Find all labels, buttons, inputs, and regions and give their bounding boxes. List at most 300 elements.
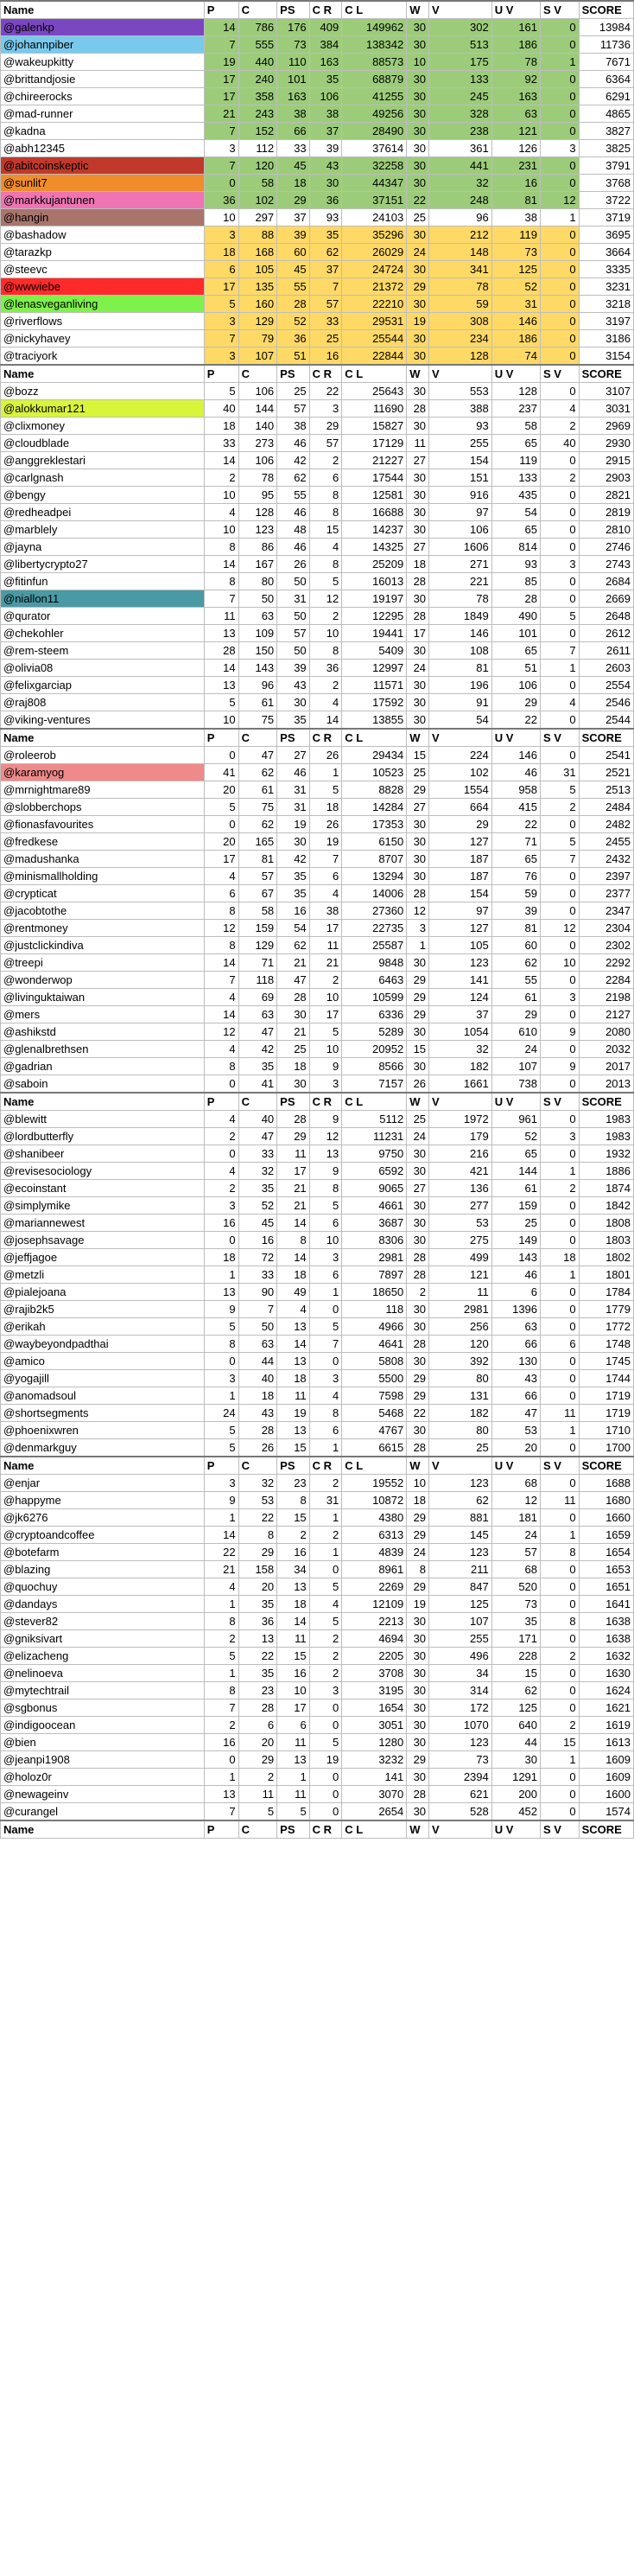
cell-sv: 0 xyxy=(541,1509,580,1527)
cell-cr: 6 xyxy=(309,868,342,885)
cell-ps: 21 xyxy=(277,1180,310,1197)
cell-cl: 3232 xyxy=(342,1751,407,1769)
cell-p: 17 xyxy=(204,88,238,105)
cell-cr: 3 xyxy=(309,400,342,418)
cell-cl: 7157 xyxy=(342,1075,407,1094)
cell-w: 30 xyxy=(407,383,429,400)
column-header-score: SCORE xyxy=(579,365,633,383)
cell-v: 245 xyxy=(429,88,492,105)
cell-v: 234 xyxy=(429,330,492,348)
cell-c: 95 xyxy=(238,487,277,504)
column-header-cl: C L xyxy=(342,729,407,747)
cell-cl: 5500 xyxy=(342,1370,407,1387)
cell-ps: 55 xyxy=(277,278,310,296)
column-header-p: P xyxy=(204,1457,238,1475)
table-row xyxy=(1,1561,634,1578)
cell-w: 28 xyxy=(407,1336,429,1353)
table-row xyxy=(1,573,634,590)
cell-w: 30 xyxy=(407,157,429,175)
row-name: @shortsegments xyxy=(1,1405,205,1422)
row-name: @carlgnash xyxy=(1,469,205,487)
cell-w: 30 xyxy=(407,175,429,192)
cell-v: 328 xyxy=(429,105,492,123)
table-row xyxy=(1,1111,634,1128)
cell-c: 72 xyxy=(238,1249,277,1266)
table-row xyxy=(1,902,634,920)
cell-ps: 15 xyxy=(277,1648,310,1665)
cell-sv: 0 xyxy=(541,1353,580,1370)
cell-c: 75 xyxy=(238,799,277,816)
cell-cl: 118 xyxy=(342,1301,407,1318)
cell-c: 158 xyxy=(238,1561,277,1578)
cell-c: 11 xyxy=(238,1786,277,1803)
cell-cl: 11231 xyxy=(342,1128,407,1145)
cell-w: 29 xyxy=(407,781,429,799)
cell-v: 187 xyxy=(429,851,492,868)
row-name: @metzli xyxy=(1,1266,205,1284)
cell-p: 7 xyxy=(204,330,238,348)
cell-score: 2930 xyxy=(579,435,633,452)
row-name: @olivia08 xyxy=(1,660,205,677)
cell-p: 13 xyxy=(204,1786,238,1803)
cell-w: 27 xyxy=(407,799,429,816)
cell-c: 160 xyxy=(238,296,277,313)
table-row xyxy=(1,1665,634,1682)
cell-w: 29 xyxy=(407,1370,429,1387)
cell-c: 50 xyxy=(238,1318,277,1336)
cell-uv: 22 xyxy=(491,816,540,833)
cell-cl: 22844 xyxy=(342,348,407,366)
cell-sv: 2 xyxy=(541,418,580,435)
cell-v: 91 xyxy=(429,694,492,711)
cell-uv: 74 xyxy=(491,348,540,366)
table-row xyxy=(1,209,634,226)
cell-w: 30 xyxy=(407,1353,429,1370)
cell-score: 1624 xyxy=(579,1682,633,1699)
cell-ps: 46 xyxy=(277,435,310,452)
cell-w: 24 xyxy=(407,660,429,677)
cell-uv: 92 xyxy=(491,71,540,88)
cell-score: 1653 xyxy=(579,1561,633,1578)
cell-v: 80 xyxy=(429,1370,492,1387)
cell-c: 36 xyxy=(238,1613,277,1630)
cell-cl: 35296 xyxy=(342,226,407,244)
cell-sv: 0 xyxy=(541,937,580,954)
cell-sv: 18 xyxy=(541,1249,580,1266)
cell-uv: 93 xyxy=(491,556,540,573)
header-row xyxy=(1,1,634,19)
cell-ps: 39 xyxy=(277,226,310,244)
cell-w: 30 xyxy=(407,1215,429,1232)
cell-v: 2981 xyxy=(429,1301,492,1318)
row-name: @ashikstd xyxy=(1,1023,205,1041)
table-row xyxy=(1,192,634,209)
cell-cr: 62 xyxy=(309,244,342,261)
column-header-v: V xyxy=(429,1457,492,1475)
cell-v: 148 xyxy=(429,244,492,261)
cell-v: 128 xyxy=(429,348,492,366)
cell-uv: 62 xyxy=(491,1682,540,1699)
column-header-uv: U V xyxy=(491,1457,540,1475)
cell-sv: 0 xyxy=(541,1284,580,1301)
cell-uv: 149 xyxy=(491,1232,540,1249)
cell-p: 5 xyxy=(204,296,238,313)
cell-uv: 738 xyxy=(491,1075,540,1094)
cell-cr: 11 xyxy=(309,937,342,954)
table-row xyxy=(1,694,634,711)
cell-score: 1772 xyxy=(579,1318,633,1336)
table-row xyxy=(1,1734,634,1751)
cell-ps: 28 xyxy=(277,296,310,313)
row-name: @indigoocean xyxy=(1,1717,205,1734)
cell-cl: 5289 xyxy=(342,1023,407,1041)
cell-score: 2743 xyxy=(579,556,633,573)
cell-uv: 125 xyxy=(491,1699,540,1717)
cell-cr: 15 xyxy=(309,521,342,539)
table-row xyxy=(1,1544,634,1561)
cell-c: 273 xyxy=(238,435,277,452)
cell-v: 255 xyxy=(429,435,492,452)
cell-p: 18 xyxy=(204,1249,238,1266)
cell-score: 1632 xyxy=(579,1648,633,1665)
cell-score: 2377 xyxy=(579,885,633,902)
cell-cl: 21227 xyxy=(342,452,407,469)
table-row xyxy=(1,1596,634,1613)
cell-score: 2746 xyxy=(579,539,633,556)
table-row xyxy=(1,1006,634,1023)
cell-c: 240 xyxy=(238,71,277,88)
cell-cr: 19 xyxy=(309,1751,342,1769)
cell-p: 41 xyxy=(204,764,238,781)
cell-v: 187 xyxy=(429,868,492,885)
cell-p: 10 xyxy=(204,487,238,504)
cell-ps: 16 xyxy=(277,1665,310,1682)
cell-cr: 25 xyxy=(309,330,342,348)
cell-c: 78 xyxy=(238,469,277,487)
cell-uv: 144 xyxy=(491,1163,540,1180)
cell-sv: 1 xyxy=(541,1527,580,1544)
cell-cr: 0 xyxy=(309,1769,342,1786)
column-header-score: SCORE xyxy=(579,1093,633,1111)
cell-ps: 31 xyxy=(277,590,310,608)
table-row xyxy=(1,71,634,88)
column-header-w: W xyxy=(407,1820,429,1839)
cell-cl: 5409 xyxy=(342,642,407,660)
cell-c: 20 xyxy=(238,1734,277,1751)
cell-cl: 14284 xyxy=(342,799,407,816)
cell-score: 1654 xyxy=(579,1544,633,1561)
header-row xyxy=(1,1093,634,1111)
row-name: @curangel xyxy=(1,1803,205,1821)
cell-ps: 47 xyxy=(277,972,310,989)
row-name: @jk6276 xyxy=(1,1509,205,1527)
cell-sv: 3 xyxy=(541,556,580,573)
table-row xyxy=(1,1232,634,1249)
cell-ps: 37 xyxy=(277,209,310,226)
cell-uv: 200 xyxy=(491,1786,540,1803)
row-name: @cloudblade xyxy=(1,435,205,452)
cell-score: 3031 xyxy=(579,400,633,418)
cell-cl: 11690 xyxy=(342,400,407,418)
cell-p: 7 xyxy=(204,1699,238,1717)
cell-score: 1659 xyxy=(579,1527,633,1544)
column-header-v: V xyxy=(429,1,492,19)
column-header-c: C xyxy=(238,1,277,19)
cell-ps: 30 xyxy=(277,694,310,711)
table-row xyxy=(1,833,634,851)
cell-uv: 38 xyxy=(491,209,540,226)
cell-v: 53 xyxy=(429,1215,492,1232)
cell-v: 388 xyxy=(429,400,492,418)
cell-uv: 163 xyxy=(491,88,540,105)
cell-cl: 3051 xyxy=(342,1717,407,1734)
cell-uv: 28 xyxy=(491,590,540,608)
cell-v: 248 xyxy=(429,192,492,209)
cell-ps: 49 xyxy=(277,1284,310,1301)
cell-cl: 3708 xyxy=(342,1665,407,1682)
cell-w: 17 xyxy=(407,625,429,642)
cell-p: 10 xyxy=(204,521,238,539)
cell-ps: 1 xyxy=(277,1769,310,1786)
table-row xyxy=(1,1699,634,1717)
cell-cr: 21 xyxy=(309,954,342,972)
cell-c: 69 xyxy=(238,989,277,1006)
column-header-ps: PS xyxy=(277,729,310,747)
cell-p: 17 xyxy=(204,71,238,88)
cell-c: 120 xyxy=(238,157,277,175)
cell-ps: 13 xyxy=(277,1578,310,1596)
cell-ps: 17 xyxy=(277,1163,310,1180)
cell-c: 44 xyxy=(238,1353,277,1370)
cell-sv: 0 xyxy=(541,88,580,105)
cell-cl: 6463 xyxy=(342,972,407,989)
cell-uv: 15 xyxy=(491,1665,540,1682)
cell-c: 8 xyxy=(238,1527,277,1544)
cell-ps: 25 xyxy=(277,383,310,400)
cell-v: 255 xyxy=(429,1630,492,1648)
cell-uv: 25 xyxy=(491,1215,540,1232)
cell-sv: 15 xyxy=(541,1734,580,1751)
cell-uv: 39 xyxy=(491,902,540,920)
row-name: @sunlit7 xyxy=(1,175,205,192)
cell-uv: 6 xyxy=(491,1284,540,1301)
cell-p: 10 xyxy=(204,209,238,226)
cell-p: 1 xyxy=(204,1596,238,1613)
cell-c: 26 xyxy=(238,1439,277,1457)
cell-uv: 58 xyxy=(491,418,540,435)
cell-ps: 176 xyxy=(277,19,310,36)
cell-p: 3 xyxy=(204,226,238,244)
row-name: @mers xyxy=(1,1006,205,1023)
cell-v: 32 xyxy=(429,1041,492,1058)
cell-score: 2198 xyxy=(579,989,633,1006)
cell-cl: 13294 xyxy=(342,868,407,885)
row-name: @bien xyxy=(1,1734,205,1751)
cell-w: 30 xyxy=(407,105,429,123)
row-name: @shanibeer xyxy=(1,1145,205,1163)
cell-score: 1748 xyxy=(579,1336,633,1353)
table-row xyxy=(1,469,634,487)
cell-cl: 22210 xyxy=(342,296,407,313)
table-row xyxy=(1,226,634,244)
cell-c: 90 xyxy=(238,1284,277,1301)
cell-w: 30 xyxy=(407,418,429,435)
cell-sv: 0 xyxy=(541,1301,580,1318)
cell-sv: 0 xyxy=(541,711,580,730)
cell-cl: 29531 xyxy=(342,313,407,330)
cell-c: 22 xyxy=(238,1509,277,1527)
cell-v: 224 xyxy=(429,747,492,764)
cell-score: 2513 xyxy=(579,781,633,799)
cell-cr: 0 xyxy=(309,1717,342,1734)
cell-cl: 12581 xyxy=(342,487,407,504)
cell-cl: 4641 xyxy=(342,1336,407,1353)
cell-w: 30 xyxy=(407,1613,429,1630)
cell-cl: 14237 xyxy=(342,521,407,539)
cell-uv: 60 xyxy=(491,937,540,954)
cell-p: 7 xyxy=(204,157,238,175)
cell-sv: 8 xyxy=(541,1613,580,1630)
column-header-sv: S V xyxy=(541,1,580,19)
cell-uv: 52 xyxy=(491,1128,540,1145)
cell-v: 302 xyxy=(429,19,492,36)
cell-w: 22 xyxy=(407,192,429,209)
cell-ps: 45 xyxy=(277,261,310,278)
cell-v: 54 xyxy=(429,711,492,730)
cell-sv: 0 xyxy=(541,71,580,88)
cell-cr: 38 xyxy=(309,105,342,123)
cell-w: 25 xyxy=(407,209,429,226)
row-name: @chireerocks xyxy=(1,88,205,105)
cell-uv: 452 xyxy=(491,1803,540,1821)
cell-sv: 0 xyxy=(541,452,580,469)
cell-cr: 2 xyxy=(309,972,342,989)
cell-c: 81 xyxy=(238,851,277,868)
cell-uv: 130 xyxy=(491,1353,540,1370)
cell-uv: 61 xyxy=(491,989,540,1006)
cell-w: 1 xyxy=(407,937,429,954)
cell-c: 50 xyxy=(238,590,277,608)
cell-sv: 0 xyxy=(541,1786,580,1803)
cell-cl: 5808 xyxy=(342,1353,407,1370)
row-name: @waybeyondpadthai xyxy=(1,1336,205,1353)
cell-w: 30 xyxy=(407,36,429,54)
row-name: @simplymike xyxy=(1,1197,205,1215)
cell-p: 24 xyxy=(204,1405,238,1422)
table-row xyxy=(1,1370,634,1387)
table-row xyxy=(1,1509,634,1527)
cell-cl: 28490 xyxy=(342,123,407,140)
row-name: @madushanka xyxy=(1,851,205,868)
table-row xyxy=(1,816,634,833)
row-name: @johannpiber xyxy=(1,36,205,54)
cell-w: 30 xyxy=(407,226,429,244)
cell-p: 3 xyxy=(204,348,238,366)
cell-uv: 159 xyxy=(491,1197,540,1215)
cell-ps: 33 xyxy=(277,140,310,157)
cell-cl: 6150 xyxy=(342,833,407,851)
cell-ps: 57 xyxy=(277,625,310,642)
cell-v: 123 xyxy=(429,1544,492,1561)
cell-cl: 2213 xyxy=(342,1613,407,1630)
cell-cl: 141 xyxy=(342,1769,407,1786)
row-name: @botefarm xyxy=(1,1544,205,1561)
cell-c: 144 xyxy=(238,400,277,418)
cell-cl: 1654 xyxy=(342,1699,407,1717)
cell-cl: 9065 xyxy=(342,1180,407,1197)
cell-ps: 45 xyxy=(277,157,310,175)
cell-v: 256 xyxy=(429,1318,492,1336)
cell-sv: 0 xyxy=(541,1682,580,1699)
column-header-uv: U V xyxy=(491,365,540,383)
row-name: @markkujantunen xyxy=(1,192,205,209)
cell-c: 102 xyxy=(238,192,277,209)
cell-score: 1874 xyxy=(579,1180,633,1197)
cell-p: 14 xyxy=(204,452,238,469)
cell-sv: 0 xyxy=(541,816,580,833)
cell-uv: 61 xyxy=(491,1180,540,1197)
cell-c: 63 xyxy=(238,608,277,625)
cell-cr: 2 xyxy=(309,1475,342,1492)
cell-c: 47 xyxy=(238,1128,277,1145)
cell-ps: 39 xyxy=(277,660,310,677)
column-header-ps: PS xyxy=(277,1093,310,1111)
cell-cl: 13855 xyxy=(342,711,407,730)
row-name: @rajib2k5 xyxy=(1,1301,205,1318)
row-name: @traciyork xyxy=(1,348,205,366)
cell-sv: 0 xyxy=(541,677,580,694)
cell-score: 3768 xyxy=(579,175,633,192)
cell-sv: 0 xyxy=(541,590,580,608)
cell-uv: 133 xyxy=(491,469,540,487)
cell-p: 3 xyxy=(204,1197,238,1215)
cell-uv: 490 xyxy=(491,608,540,625)
cell-cr: 106 xyxy=(309,88,342,105)
cell-sv: 0 xyxy=(541,1387,580,1405)
cell-p: 18 xyxy=(204,244,238,261)
cell-cl: 22735 xyxy=(342,920,407,937)
cell-sv: 0 xyxy=(541,348,580,366)
cell-score: 1710 xyxy=(579,1422,633,1439)
cell-w: 19 xyxy=(407,313,429,330)
column-header-v: V xyxy=(429,729,492,747)
cell-c: 63 xyxy=(238,1336,277,1353)
cell-uv: 16 xyxy=(491,175,540,192)
table-row xyxy=(1,521,634,539)
cell-p: 14 xyxy=(204,1006,238,1023)
cell-uv: 1396 xyxy=(491,1301,540,1318)
cell-cl: 8707 xyxy=(342,851,407,868)
cell-v: 123 xyxy=(429,954,492,972)
cell-cr: 5 xyxy=(309,1318,342,1336)
table-row xyxy=(1,799,634,816)
cell-cl: 7598 xyxy=(342,1387,407,1405)
table-row xyxy=(1,556,634,573)
cell-ps: 2 xyxy=(277,1527,310,1544)
cell-uv: 63 xyxy=(491,1318,540,1336)
cell-p: 6 xyxy=(204,885,238,902)
row-name: @hangin xyxy=(1,209,205,226)
row-name: @nelinoeva xyxy=(1,1665,205,1682)
cell-v: 154 xyxy=(429,885,492,902)
cell-score: 2292 xyxy=(579,954,633,972)
cell-v: 124 xyxy=(429,989,492,1006)
cell-w: 27 xyxy=(407,1180,429,1197)
cell-w: 30 xyxy=(407,1023,429,1041)
cell-ps: 101 xyxy=(277,71,310,88)
cell-v: 1849 xyxy=(429,608,492,625)
cell-uv: 161 xyxy=(491,19,540,36)
